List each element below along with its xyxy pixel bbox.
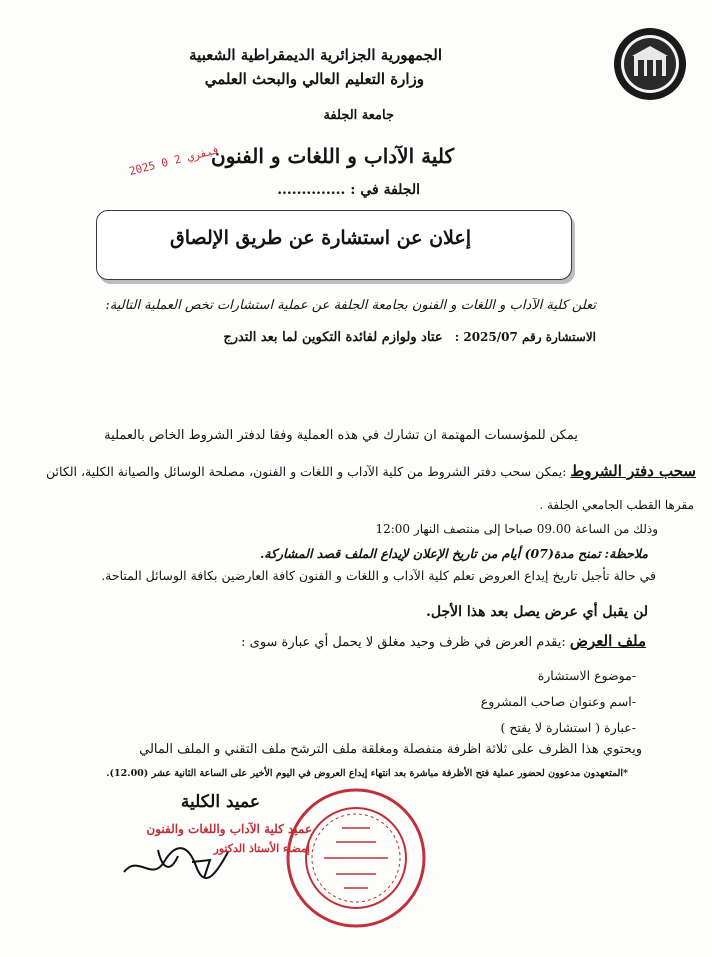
location-text: مقرها القطب الجامعي الجلفة . — [539, 498, 694, 512]
note-label: ملاحظة: — [604, 546, 648, 561]
note-line — [260, 546, 648, 561]
date-stamp: 2025 فيفري 2 0 — [127, 142, 221, 179]
dean-stamp-line2: إمضاء الأستاذ الدكتور — [213, 842, 310, 855]
dean-stamp-line1: عميد كلية الآداب واللغات والفنون — [146, 822, 312, 836]
withdraw-line — [46, 462, 696, 480]
ministry-name: وزارة التعليم العالي والبحث العلمي — [204, 70, 424, 88]
postpone-text: في حالة تأجيل تاريخ إيداع العروض تعلم كلية الآداب و اللغات و الفنون كافة العارضين بكافة الوسائل المتاحة. — [101, 568, 656, 583]
file-label: ملف العرض — [569, 632, 646, 650]
university-name: جامعة الجلفة — [323, 108, 394, 123]
list-item: -موضوع الاستشارة — [537, 668, 636, 683]
dean-title: عميد الكلية — [180, 792, 260, 812]
withdraw-label: سحب دفتر الشروط — [570, 462, 696, 480]
envelopes-text: ويحتوي هذا الظرف على ثلاثة اظرفة منفصلة ومغلقة ملف الترشح ملف التقني و الملف المالي — [139, 742, 642, 757]
city-date: الجلفة في : .............. — [277, 182, 420, 198]
list-item: -عبارة ( استشارة لا يفتح ) — [500, 720, 636, 735]
consultation-subject: عتاد ولوازم لفائدة التكوين لما بعد التدرج — [223, 330, 443, 345]
file-text: :يقدم العرض في ظرف وحيد مغلق لا يحمل أي عبارة سوى : — [241, 635, 566, 650]
list-item: -اسم وعنوان صاحب المشروع — [480, 694, 636, 709]
republic-name: الجمهورية الجزائرية الديمقراطية الشعبية — [189, 46, 442, 64]
note-text: تمنح مدة(07) أيام من تاريخ الإعلان لإيداع الملف قصد المشاركة. — [259, 546, 601, 561]
withdraw-text: :يمكن سحب دفتر الشروط من كلية الآداب و اللغات و الفنون، مصلحة الوسائل والصيانة الكلية، الكائن — [46, 464, 567, 479]
university-logo-icon — [612, 26, 688, 102]
file-line — [241, 632, 646, 650]
announcement-title: إعلان عن استشارة عن طريق الإلصاق — [169, 227, 471, 249]
official-stamp-icon — [284, 786, 428, 930]
intro-text: تعلن كلية الآداب و اللغات و الفنون بجامعة الجلفة عن عملية استشارات تخص العملية التالية: — [105, 298, 596, 313]
hours-text: وذلك من الساعة 09.00 صباحا إلى منتصف النهار 12:00 — [375, 522, 658, 536]
bidders-note: *المتعهدون مدعوون لحضور عملية فتح الأظرفة مباشرة بعد انتهاء إيداع العروض في اليوم الأخير على الساعة الثانية عشر (12.00). — [106, 768, 628, 779]
consultation-label: الاستشارة رقم 2025/07 : — [454, 330, 596, 344]
handwritten-signature-icon — [118, 832, 238, 892]
consultation-line — [223, 330, 596, 345]
no-late-text: لن يقبل أي عرض يصل بعد هذا الأجل. — [426, 604, 648, 620]
faculty-name: كلية الآداب و اللغات و الفنون — [211, 144, 454, 168]
announcement-title-box — [96, 210, 572, 280]
participation-text: يمكن للمؤسسات المهتمة ان تشارك في هذه العملية وفقا لدفتر الشروط الخاص بالعملية — [104, 428, 578, 443]
